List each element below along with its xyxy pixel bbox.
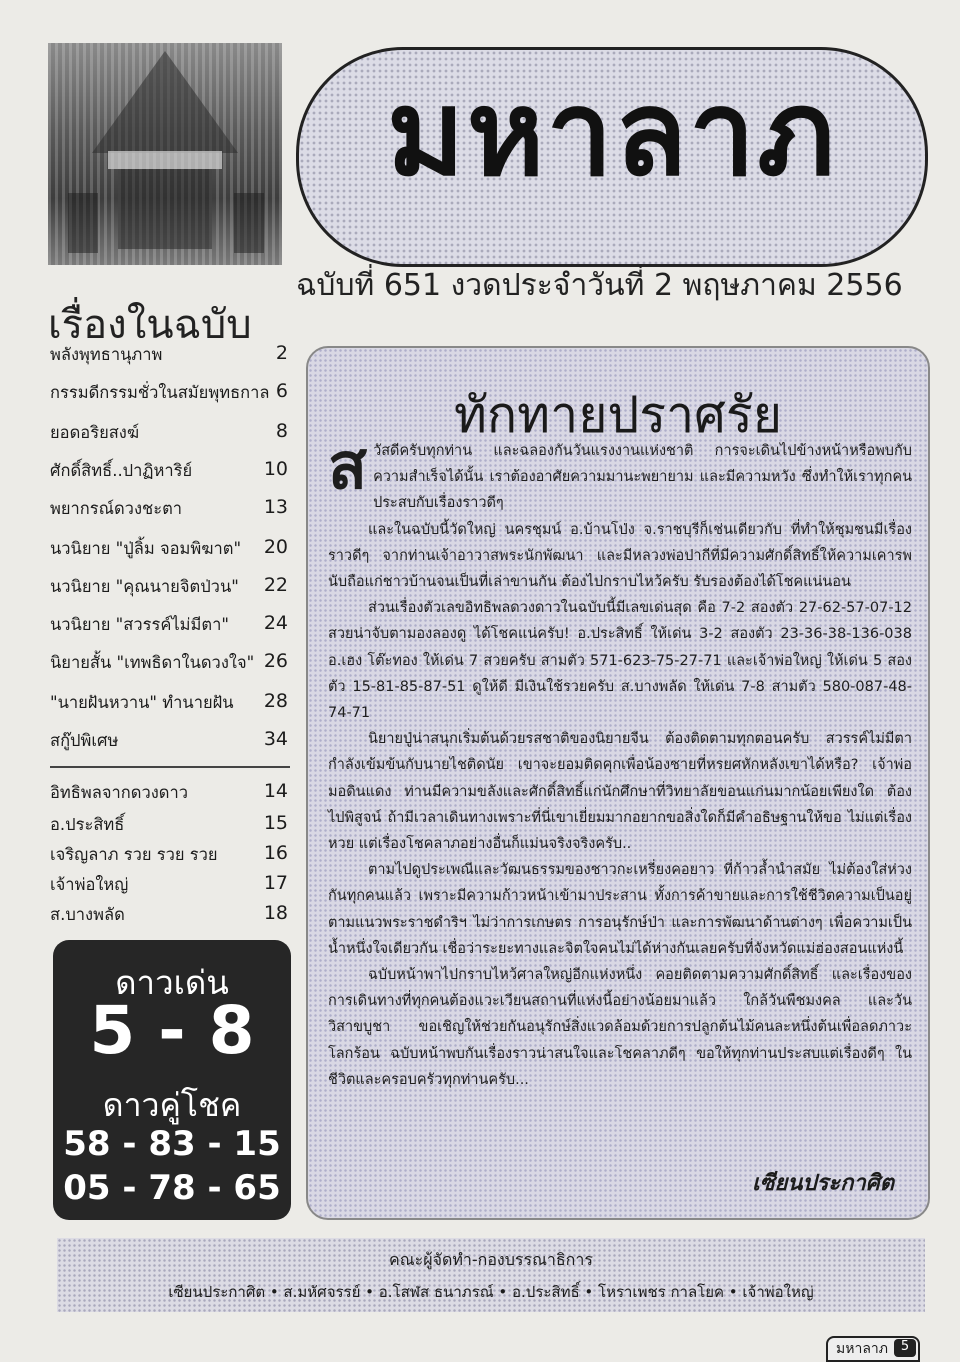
toc-secondary-item[interactable] — [50, 812, 290, 842]
editorial-title: ทักทายปราศรัย — [453, 386, 783, 444]
toc-item-page: 13 — [263, 496, 288, 518]
toc-item-page: 15 — [263, 812, 288, 834]
toc-divider — [50, 766, 290, 768]
pair-numbers-row-2: 05 - 78 - 65 — [63, 1168, 281, 1208]
toc-item-page: 26 — [263, 650, 288, 672]
toc-secondary-item[interactable] — [50, 902, 290, 932]
toc-item[interactable] — [50, 612, 290, 642]
pair-numbers-row-1: 58 - 83 - 15 — [63, 1124, 281, 1164]
toc-secondary-item[interactable] — [50, 872, 290, 902]
toc-item-label: "นายฝันหวาน" ทำนายฝัน — [50, 693, 234, 712]
editorial-paragraph: ตามไปดูประเพณีและวัฒนธรรมของชาวกะเหรี่ยงคอยาว ที่ก้าวล้ำนำสมัย ไม่ต้องใส่ห่วงกันทุกคนแล้ว เพราะมีความก้าวหน้าเข้ามาประสาน ทั้งการค้าขายและการใช้ชีวิตความเป็นอยู่ ตามแนวพระราชดำริฯ ไม่ว่าการเกษตร การอนุรักษ์ป่า และการพัฒนาด้านต่างๆ เพื่อความเป็นน้ำหนึ่งใจเดียวกัน เชื่อว่าระยะทางและจิตใจคนไม่ได้ห่างกันเลยครับที่จังหวัดแม่ฮ่องสอนแห่งนี้ — [328, 862, 912, 957]
editorial-paragraph: ส่วนเรื่องตัวเลขอิทธิพลดวงดาวในฉบับนี้มีเลขเด่นสุด คือ 7-2 สองตัว 27-62-57-07-12 สวยน่าจับตามองลองดู ได้โชคแน่ครับ! อ.ประสิทธิ์ ให้เด่น 3-2 สองตัว 23-36-38-136-038 อ.เฮง โต๊ะทอง ให้เด่น 7 สวยครับ สามตัว 571-623-75-27-71 และเจ้าพ่อใหญ่ ให้เด่น 5 สองตัว 15-81-85-87-51 ดูให้ดี มีเงินใช้รวยครับ ส.บางพลัด ให้เด่น 7-8 สามตัว 580-087-48-74-71 — [328, 600, 912, 722]
toc-item-page: 17 — [263, 872, 288, 894]
toc-item-label: อิทธิพลจากดวงดาว — [50, 783, 189, 802]
star-numbers: 5 - 8 — [89, 992, 255, 1069]
masthead-title: มหาลาภ — [386, 63, 838, 202]
editorial-paragraph: ฉบับหน้าพาไปกราบไหว้ศาลใหญ่อีกแห่งหนึ่ง คอยติดตามความศักดิ์สิทธิ์ และเรื่องของการเดินทางที่ทุกคนต้องแวะเวียนสถานที่แห่งนี้อย่างน้อยมาแล้ว ใกล้วันพืชมงคล และวันวิสาขบูชา ขอเชิญให้ช่วยกันอนุรักษ์สิ่งแวดล้อมด้วยการปลูกต้นไม้คนละหนึ่งต้นเพื่อลดภาวะโลกร้อน ฉบับหน้าพบกันเรื่องราวน่าสนใจและโชคลาภดีๆ ขอให้ทุกท่านประสบแต่เรื่องดีๆ ในชีวิตและครอบครัวทุกท่านครับ... — [328, 967, 912, 1088]
drop-cap: ส — [328, 429, 368, 504]
editorial-paragraph-text: วัสดีครับทุกท่าน และฉลองกันวันแรงงานแห่งชาติ การจะเดินไปข้างหน้าหรือพบกับความสำเร็จได้นั้น เราต้องอาศัยความมานะพยายาม และมีความหวัง ซึ่งทำให้เราทุกคนประสบกับเรื่องราวดีๆ — [373, 443, 912, 512]
toc-item-page: 6 — [275, 380, 288, 402]
footer-tab — [826, 1336, 920, 1362]
toc-item-label: พลังพุทธานุภาพ — [50, 345, 163, 364]
editorial-paragraph: นิยายปู่น่าสนุกเริ่มต้นด้วยรสชาติของนิยายจีน ต้องติดตามทุกตอนครับ สวรรค์ไม่มีตา กำลังเข้มข้นกับนายไชติดนัย เขาจะยอมติดคุกเพื่อน้องชายที่หรยศหักหลังเขาได้หรือ? เจ้าพ่อมอดินแดง ท่านมีความขลังและศักดิ์สิทธิ์แก่นักศึกษาที่วิทยาลัยขอนแก่นมากน้อยเพียงใด ต้องไปพิสูจน์ ถ้ามีเวลาเดินทางเพราะที่นี่เขาเยี่ยมมากอยากขอสิ่งใดก็มีคำอธิษฐานให้ขอ ไม่แต่เรื่องหวย แต่เรื่องโชคลาภอย่างอื่นก็แม่นจริงจริงครับ.. — [328, 731, 912, 853]
toc-item-page: 34 — [263, 728, 288, 750]
toc-item[interactable] — [50, 420, 290, 450]
toc-item-label: เจ้าพ่อใหญ่ — [50, 875, 129, 894]
toc-item-page: 22 — [263, 574, 288, 596]
toc-item-label: พยากรณ์ดวงชะตา — [50, 499, 183, 518]
toc-item[interactable] — [50, 574, 290, 604]
toc-item-page: 24 — [263, 612, 288, 634]
issue-line: ฉบับที่ 651 งวดประจำวันที่ 2 พฤษภาคม 2556 — [296, 268, 903, 303]
credits-names: เซียนประกาศิต • ส.มหัศจรรย์ • อ.โสฬส ธนาภรณ์ • อ.ประสิทธิ์ • โหราเพชร กาลโยค • เจ้าพ่อใหญ่ — [168, 1283, 814, 1301]
toc-item-page: 2 — [275, 342, 288, 364]
toc-secondary-item[interactable] — [50, 780, 290, 810]
toc-item[interactable] — [50, 690, 290, 720]
toc-item-label: ยอดอริยสงฆ์ — [50, 423, 140, 442]
toc-item-label: เจริญลาภ รวย รวย รวย — [50, 845, 218, 864]
toc-item-label: นวนิยาย "คุณนายจิตป่วน" — [50, 577, 239, 596]
credits-title: คณะผู้จัดทำ-กองบรรณาธิการ — [389, 1250, 593, 1269]
footer-name: มหาลาภ — [836, 1341, 888, 1357]
star-label: ดาวเด่น — [115, 963, 229, 1002]
pair-label: ดาวคู่โชค — [102, 1086, 242, 1124]
toc-item[interactable] — [50, 496, 290, 526]
toc-item[interactable] — [50, 536, 290, 566]
toc-item-page: 20 — [263, 536, 288, 558]
toc-item-page: 18 — [263, 902, 288, 924]
toc-item-page: 14 — [263, 780, 288, 802]
toc-item-page: 28 — [263, 690, 288, 712]
toc-item-label: สกู๊ปพิเศษ — [50, 731, 119, 750]
toc-item-label: นิยายสั้น "เทพธิดาในดวงใจ" — [50, 653, 255, 672]
toc-item[interactable] — [50, 380, 290, 410]
toc-item[interactable] — [50, 728, 290, 758]
toc-item-page: 16 — [263, 842, 288, 864]
editorial-body — [328, 429, 912, 1093]
toc-item-label: อ.ประสิทธิ์ — [50, 815, 125, 834]
editorial-paragraph — [328, 429, 912, 517]
shrine-image — [48, 43, 282, 265]
toc-item-label: นวนิยาย "ปู่ลิ้ม จอมพิฆาต" — [50, 539, 242, 558]
toc-item-label: ศักดิ์สิทธิ์..ปาฏิหาริย์ — [50, 461, 193, 480]
credits-box — [57, 1238, 925, 1312]
toc-item-label: กรรมดีกรรมชั่วในสมัยพุทธกาล — [50, 383, 270, 402]
toc-item[interactable] — [50, 650, 290, 680]
toc-item-label: ส.บางพลัด — [50, 905, 125, 924]
page-number: 5 — [894, 1339, 916, 1357]
masthead — [296, 47, 928, 267]
toc-item-page: 8 — [275, 420, 288, 442]
toc-item-page: 10 — [263, 458, 288, 480]
toc-heading: เรื่องในฉบับ — [48, 302, 252, 348]
toc-item[interactable] — [50, 458, 290, 488]
cover-photo — [48, 43, 282, 265]
editorial-box — [306, 346, 930, 1220]
editorial-signature: เซียนประกาศิต — [752, 1171, 894, 1196]
toc-item-label: นวนิยาย "สวรรค์ไม่มีตา" — [50, 615, 229, 634]
toc-item[interactable] — [50, 342, 290, 372]
lucky-numbers-box — [53, 940, 291, 1220]
editorial-paragraph: และในฉบับนี้วัดใหญ่ นครชุมน์ อ.บ้านโป่ง จ.ราชบุรีก็เช่นเดียวกับ ที่ทำให้ชุมชนมีเรื่องราวดีๆ จากท่านเจ้าอาวาสพระนักพัฒนา และมีหลวงพ่อปากีที่มีความศักดิ์สิทธิ์ให้ความเคารพนับถือแก่ชาวบ้านจนเป็นที่เล่าขานกัน ต้องไปกราบไหว้ครับ รับรองต้องได้โชคแน่นอน — [328, 521, 912, 591]
toc-secondary-item[interactable] — [50, 842, 290, 872]
